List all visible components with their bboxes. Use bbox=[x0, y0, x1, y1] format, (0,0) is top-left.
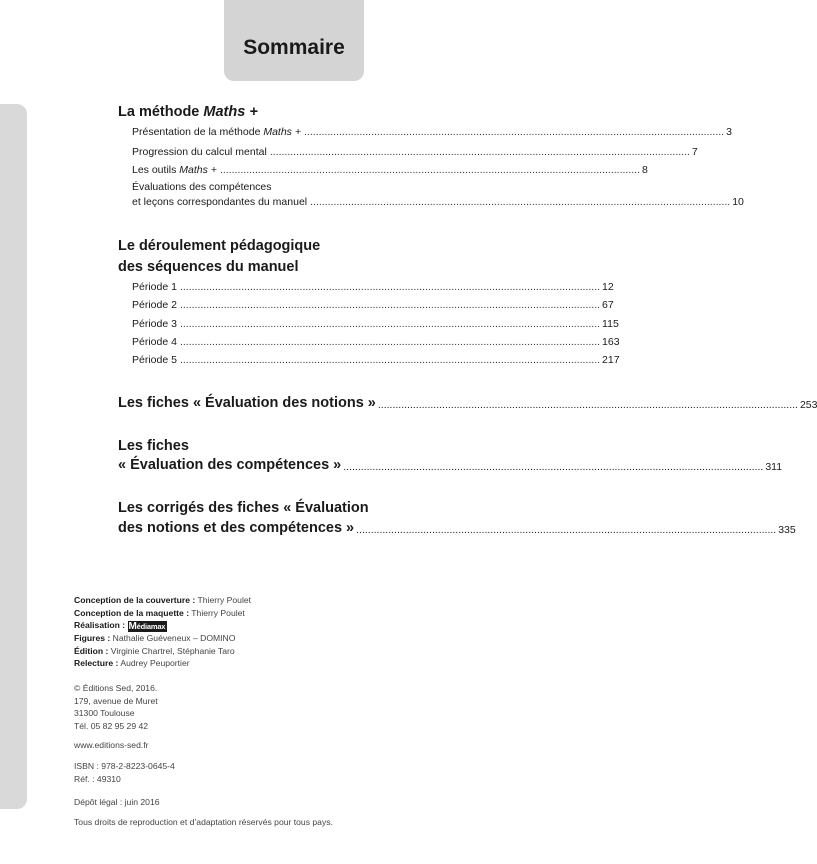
toc-entry-periode-2[interactable] bbox=[132, 298, 614, 312]
dot-leader: ................................................................................................................................................ bbox=[179, 281, 601, 293]
dot-leader: ................................................................................................................................................ bbox=[377, 399, 798, 411]
isbn-block bbox=[74, 760, 175, 785]
toc-entry-evaluation-notions[interactable] bbox=[118, 394, 817, 412]
dot-leader: ................................................................................................................................................ bbox=[179, 354, 601, 366]
toc-label: Période 2 bbox=[132, 299, 177, 311]
publisher-address bbox=[74, 682, 158, 732]
section-heading-em: Maths + bbox=[203, 104, 258, 120]
isbn: ISBN : 978-2-8223-0645-4 bbox=[74, 761, 175, 771]
toc-entry-corriges[interactable] bbox=[118, 519, 796, 537]
toc-page-number: 10 bbox=[732, 196, 744, 208]
toc-label: Les fiches « Évaluation des notions » bbox=[118, 395, 376, 411]
dot-leader: ................................................................................................................................................ bbox=[219, 164, 641, 176]
mediamax-logo: Médiamax bbox=[128, 621, 166, 632]
website-link[interactable]: www.editions-sed.fr bbox=[74, 740, 149, 750]
dot-leader: ................................................................................................................................................ bbox=[179, 336, 601, 348]
dot-leader: ................................................................................................................................................ bbox=[269, 146, 690, 158]
toc-entry-periode-3[interactable] bbox=[132, 317, 619, 331]
page-title: Sommaire bbox=[243, 36, 345, 59]
toc-entry-periode-5[interactable] bbox=[132, 353, 620, 367]
toc-page-number: 115 bbox=[602, 318, 619, 330]
credit-layout: Conception de la maquette : Thierry Poulet bbox=[74, 607, 245, 618]
toc-entry-outils[interactable] bbox=[132, 163, 648, 177]
toc-page-number: 3 bbox=[726, 126, 732, 138]
toc-label: « Évaluation des compétences » bbox=[118, 457, 342, 473]
dot-leader: ................................................................................................................................................ bbox=[179, 318, 601, 330]
rights-notice: Tous droits de reproduction et d’adaptation réservés pour tous pays. bbox=[74, 817, 333, 827]
toc-label: Période 5 bbox=[132, 354, 177, 366]
copyright: © Éditions Sed, 2016. bbox=[74, 683, 158, 693]
credits-block bbox=[74, 594, 251, 670]
title-tab bbox=[224, 0, 364, 81]
section-heading-line2: des séquences du manuel bbox=[118, 259, 299, 275]
toc-entry-presentation[interactable] bbox=[132, 125, 732, 139]
credit-production: Réalisation : Médiamax bbox=[74, 620, 166, 632]
section-heading-text: La méthode bbox=[118, 104, 204, 120]
credit-edition: Édition : Virginie Chartrel, Stéphanie Taro bbox=[74, 645, 235, 656]
toc-entry-periode-1[interactable] bbox=[132, 280, 614, 294]
dot-leader: ................................................................................................................................................ bbox=[310, 196, 731, 208]
reference: Réf. : 49310 bbox=[74, 773, 121, 784]
toc-label: Période 4 bbox=[132, 336, 177, 348]
toc-page-number: 311 bbox=[765, 461, 783, 473]
toc-label-line1: Les corrigés des fiches « Évaluation bbox=[118, 500, 369, 516]
legal-deposit: Dépôt légal : juin 2016 bbox=[74, 797, 160, 807]
credit-proofreading: Relecture : Audrey Peuportier bbox=[74, 658, 190, 668]
credit-cover: Conception de la couverture : Thierry Poulet bbox=[74, 595, 252, 605]
toc-entry-evaluation-competences[interactable] bbox=[118, 456, 783, 474]
toc-page-number: 253 bbox=[799, 399, 817, 411]
phone: Tél. 05 82 95 29 42 bbox=[74, 720, 149, 731]
toc-label: Présentation de la méthode Maths + bbox=[132, 126, 301, 138]
toc-label: des notions et des compétences » bbox=[118, 520, 355, 536]
toc-entry-evaluations[interactable] bbox=[132, 195, 744, 209]
toc-page-number: 67 bbox=[602, 299, 614, 311]
toc-label: et leçons correspondantes du manuel bbox=[132, 196, 308, 208]
toc-page-number: 217 bbox=[602, 354, 620, 366]
toc-page-number: 335 bbox=[778, 524, 796, 536]
toc-page-number: 8 bbox=[642, 164, 648, 176]
toc-entry-periode-4[interactable] bbox=[132, 335, 620, 349]
toc-page-number: 12 bbox=[602, 281, 614, 293]
side-decoration-strip bbox=[0, 104, 27, 809]
toc-page-number: 163 bbox=[602, 336, 620, 348]
toc-entry-progression[interactable] bbox=[132, 145, 698, 159]
dot-leader: ................................................................................................................................................ bbox=[179, 299, 601, 311]
section-heading-line1: Le déroulement pédagogique bbox=[118, 238, 321, 254]
credit-figures: Figures : Nathalie Guéveneux – DOMINO bbox=[74, 633, 236, 643]
address-line2: 31300 Toulouse bbox=[74, 708, 135, 718]
toc-label: Période 3 bbox=[132, 318, 177, 330]
dot-leader: ................................................................................................................................................ bbox=[356, 524, 777, 536]
address-line1: 179, avenue de Muret bbox=[74, 695, 158, 706]
toc-label: Progression du calcul mental bbox=[132, 146, 267, 158]
toc-label: Période 1 bbox=[132, 281, 177, 293]
dot-leader: ................................................................................................................................................ bbox=[343, 461, 764, 473]
toc-label-line1: Les fiches bbox=[118, 438, 189, 454]
dot-leader: ................................................................................................................................................ bbox=[304, 126, 725, 138]
toc-label-line1: Évaluations des compétences bbox=[132, 181, 272, 193]
toc-page-number: 7 bbox=[691, 146, 698, 158]
section-heading-methode bbox=[118, 103, 258, 121]
toc-label: Les outils Maths + bbox=[132, 164, 217, 176]
